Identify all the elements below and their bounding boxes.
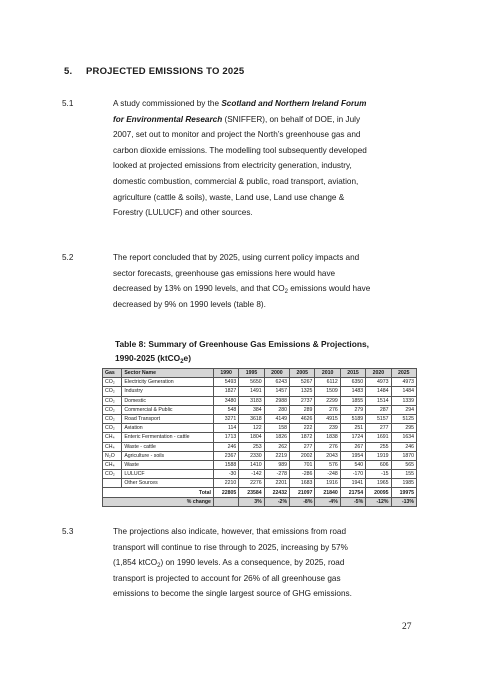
percent-change-label: % change [103, 497, 214, 506]
caption-span: 1990-2025 (ktCO [115, 353, 181, 363]
text-line: sector forecasts, greenhouse gas emissions here would have [113, 268, 336, 278]
value-cell: 279 [340, 405, 365, 414]
total-cell: 21840 [315, 488, 340, 497]
text-line: Forestry (LULUCF) and other sources. [113, 208, 253, 218]
sector-cell: Aviation [122, 424, 214, 433]
gas-cell: CO₂ [103, 470, 122, 479]
emissions-table [102, 368, 417, 507]
value-cell: 6350 [340, 378, 365, 387]
text-line: carbon dioxide emissions. The modelling tool subsequently developed [113, 145, 367, 155]
value-cell: 5189 [340, 414, 365, 423]
value-cell: 2219 [264, 451, 289, 460]
value-cell: 1872 [290, 433, 315, 442]
value-cell: 222 [290, 424, 315, 433]
column-header: 2005 [290, 369, 315, 378]
total-cell: 22805 [213, 488, 238, 497]
value-cell: -15 [366, 470, 391, 479]
text-line: transport is projected to account for 26% of all greenhouse gas [113, 573, 341, 583]
value-cell: 5125 [391, 414, 416, 423]
value-cell: 1855 [340, 396, 365, 405]
gas-cell: N₂O [103, 451, 122, 460]
value-cell: 1838 [315, 433, 340, 442]
value-cell: 565 [391, 460, 416, 469]
value-cell: 2330 [239, 451, 264, 460]
sector-cell: Electricity Generation [122, 378, 214, 387]
total-cell: 23584 [239, 488, 264, 497]
column-header: Sector Name [122, 369, 214, 378]
value-cell: 4973 [391, 378, 416, 387]
text-span: (SNIFFER), on behalf of DOE, in July [222, 114, 361, 124]
value-cell: -248 [315, 470, 340, 479]
value-cell: 1870 [391, 451, 416, 460]
percent-change-cell: -13% [391, 497, 416, 506]
value-cell: 384 [239, 405, 264, 414]
value-cell: 246 [213, 442, 238, 451]
table-header-row [103, 369, 417, 378]
table-row [103, 442, 417, 451]
text-line: The projections also indicate, however, that emissions from road [113, 527, 347, 536]
percent-change-cell: -4% [315, 497, 340, 506]
gas-cell: CO₂ [103, 405, 122, 414]
total-row [103, 488, 417, 497]
text-line: emissions to become the single largest source of GHG emissions. [113, 589, 352, 599]
gas-cell: CH₄ [103, 442, 122, 451]
value-cell: 239 [315, 424, 340, 433]
total-label: Total [103, 488, 214, 497]
column-header: 2015 [340, 369, 365, 378]
value-cell: 548 [213, 405, 238, 414]
paragraph-number: 5.3 [62, 527, 74, 536]
sector-cell: Industry [122, 387, 214, 396]
value-cell: 1804 [239, 433, 264, 442]
table-row [103, 405, 417, 414]
value-cell: 6112 [315, 378, 340, 387]
text-line: transport will continue to rise through to 2025, increasing by 57% [113, 542, 348, 552]
value-cell: 989 [264, 460, 289, 469]
percent-change-cell: -5% [340, 497, 365, 506]
value-cell: 1483 [340, 387, 365, 396]
total-cell: 21097 [290, 488, 315, 497]
percent-change-cell: 3% [239, 497, 264, 506]
gas-cell: CO₂ [103, 414, 122, 423]
value-cell: 1484 [366, 387, 391, 396]
value-cell: 576 [315, 460, 340, 469]
table-row [103, 414, 417, 423]
total-cell: 20095 [366, 488, 391, 497]
value-cell: 155 [391, 470, 416, 479]
value-cell: 3480 [213, 396, 238, 405]
sector-cell: Domestic [122, 396, 214, 405]
paragraph-text [113, 250, 453, 312]
value-cell: 3618 [239, 414, 264, 423]
value-cell: 287 [366, 405, 391, 414]
column-header: 1995 [239, 369, 264, 378]
value-cell: 295 [391, 424, 416, 433]
value-cell: -170 [340, 470, 365, 479]
value-cell: 1713 [213, 433, 238, 442]
percent-change-cell: -2% [264, 497, 289, 506]
text-line: 2007, set out to monitor and project the North’s greenhouse gas and [113, 130, 361, 140]
caption-span: e) [183, 353, 191, 363]
total-cell: 22432 [264, 488, 289, 497]
section-title: PROJECTED EMISSIONS TO 2025 [86, 66, 245, 77]
column-header: 2025 [391, 369, 416, 378]
value-cell: 4915 [315, 414, 340, 423]
table-row [103, 460, 417, 469]
value-cell: 267 [340, 442, 365, 451]
table-row [103, 433, 417, 442]
table-row [103, 387, 417, 396]
sector-cell: Other Sources [122, 479, 214, 488]
value-cell: 253 [239, 442, 264, 451]
value-cell: 1691 [366, 433, 391, 442]
value-cell: 294 [391, 405, 416, 414]
sector-cell: Enteric Fermentation - cattle [122, 433, 214, 442]
value-cell: 122 [239, 424, 264, 433]
value-cell: 1919 [366, 451, 391, 460]
paragraph-number: 5.1 [62, 99, 74, 108]
sector-cell: Commercial & Public [122, 405, 214, 414]
value-cell: 1588 [213, 460, 238, 469]
section-heading [64, 66, 244, 77]
sector-cell: LULUCF [122, 470, 214, 479]
value-cell: 701 [290, 460, 315, 469]
value-cell: 2201 [264, 479, 289, 488]
value-cell: 1683 [290, 479, 315, 488]
value-cell: 1509 [315, 387, 340, 396]
total-cell: 21754 [340, 488, 365, 497]
value-cell: 1954 [340, 451, 365, 460]
table-row [103, 378, 417, 387]
paragraph-number: 5.2 [62, 253, 74, 262]
text-span: emissions would have [287, 284, 371, 294]
value-cell: 1941 [340, 479, 365, 488]
sector-cell: Waste - cattle [122, 442, 214, 451]
value-cell: 277 [366, 424, 391, 433]
value-cell: 1965 [366, 479, 391, 488]
sector-cell: Agriculture - soils [122, 451, 214, 460]
value-cell: 5493 [213, 378, 238, 387]
value-cell: 1826 [264, 433, 289, 442]
paragraph-text [113, 524, 453, 602]
text-line: The report concluded that by 2025, using current policy impacts and [113, 253, 360, 262]
gas-cell: CH₄ [103, 460, 122, 469]
subscript: 2 [284, 289, 288, 296]
value-cell: 114 [213, 424, 238, 433]
table-row [103, 470, 417, 479]
text-span: decreased by 13% on 1990 levels, and that CO [113, 284, 285, 294]
table-row [103, 396, 417, 405]
gas-cell: CO₂ [103, 387, 122, 396]
value-cell: 246 [391, 442, 416, 451]
value-cell: 251 [340, 424, 365, 433]
gas-cell [103, 479, 122, 488]
text-span: A study commissioned by the [113, 99, 222, 108]
value-cell: 1484 [391, 387, 416, 396]
value-cell: 2367 [213, 451, 238, 460]
value-cell: 6243 [264, 378, 289, 387]
section-number: 5. [64, 66, 73, 77]
value-cell: 4973 [366, 378, 391, 387]
value-cell: 1634 [391, 433, 416, 442]
text-span: (1,854 ktCO [113, 558, 158, 568]
subscript: 2 [180, 359, 184, 365]
value-cell: 289 [290, 405, 315, 414]
percent-change-cell [213, 497, 238, 506]
value-cell: -278 [264, 470, 289, 479]
table-row [103, 451, 417, 460]
value-cell: 2988 [264, 396, 289, 405]
table-row [103, 479, 417, 488]
value-cell: 276 [315, 442, 340, 451]
sector-cell: Road Transport [122, 414, 214, 423]
value-cell: 5157 [366, 414, 391, 423]
text-line: domestic combustion, commercial & public, road transport, aviation, [113, 176, 359, 186]
value-cell: 4149 [264, 414, 289, 423]
value-cell: 262 [264, 442, 289, 451]
value-cell: 1724 [340, 433, 365, 442]
value-cell: -142 [239, 470, 264, 479]
value-cell: 5650 [239, 378, 264, 387]
text-line: agriculture (cattle & soils), waste, Land use, Land use change & [113, 192, 345, 202]
value-cell: 1339 [391, 396, 416, 405]
value-cell: 255 [366, 442, 391, 451]
subscript: 2 [157, 563, 161, 570]
gas-cell: CO₂ [103, 378, 122, 387]
value-cell: 540 [340, 460, 365, 469]
value-cell: 2276 [239, 479, 264, 488]
sector-cell: Waste [122, 460, 214, 469]
value-cell: 1457 [264, 387, 289, 396]
gas-cell: CO₂ [103, 424, 122, 433]
value-cell: 3271 [213, 414, 238, 423]
text-span: ) on 1990 levels. As a consequence, by 2025, road [160, 558, 345, 568]
value-cell: -30 [213, 470, 238, 479]
value-cell: 1827 [213, 387, 238, 396]
value-cell: 280 [264, 405, 289, 414]
value-cell: 4626 [290, 414, 315, 423]
percent-change-cell: -8% [290, 497, 315, 506]
gas-cell: CH₄ [103, 433, 122, 442]
column-header: 2000 [264, 369, 289, 378]
forum-name-cont: for Environmental Research [113, 114, 223, 124]
percent-change-row [103, 497, 417, 506]
value-cell: 2737 [290, 396, 315, 405]
value-cell: 5267 [290, 378, 315, 387]
column-header: Gas [103, 369, 122, 378]
value-cell: 1325 [290, 387, 315, 396]
value-cell: 1410 [239, 460, 264, 469]
column-header: 1990 [213, 369, 238, 378]
gas-cell: CO₂ [103, 396, 122, 405]
percent-change-cell: -12% [366, 497, 391, 506]
text-line: looked at projected emissions from electricity generation, industry, [113, 161, 352, 171]
value-cell: 606 [366, 460, 391, 469]
column-header: 2020 [366, 369, 391, 378]
value-cell: 158 [264, 424, 289, 433]
table-caption [115, 337, 369, 365]
value-cell: 1514 [366, 396, 391, 405]
caption-line: Table 8: Summary of Greenhouse Gas Emissions & Projections, [115, 339, 369, 349]
paragraph-text [113, 96, 453, 221]
page-number: 27 [402, 622, 412, 632]
value-cell: 2002 [290, 451, 315, 460]
value-cell: 1491 [239, 387, 264, 396]
column-header: 2010 [315, 369, 340, 378]
value-cell: 2299 [315, 396, 340, 405]
value-cell: 2043 [315, 451, 340, 460]
value-cell: 1985 [391, 479, 416, 488]
value-cell: 2210 [213, 479, 238, 488]
table-row [103, 424, 417, 433]
value-cell: 1916 [315, 479, 340, 488]
value-cell: -286 [290, 470, 315, 479]
text-line: decreased by 9% on 1990 levels (table 8). [113, 299, 266, 309]
value-cell: 276 [315, 405, 340, 414]
value-cell: 3183 [239, 396, 264, 405]
value-cell: 277 [290, 442, 315, 451]
total-cell: 19975 [391, 488, 416, 497]
forum-name: Scotland and Northern Ireland Forum [221, 99, 367, 108]
